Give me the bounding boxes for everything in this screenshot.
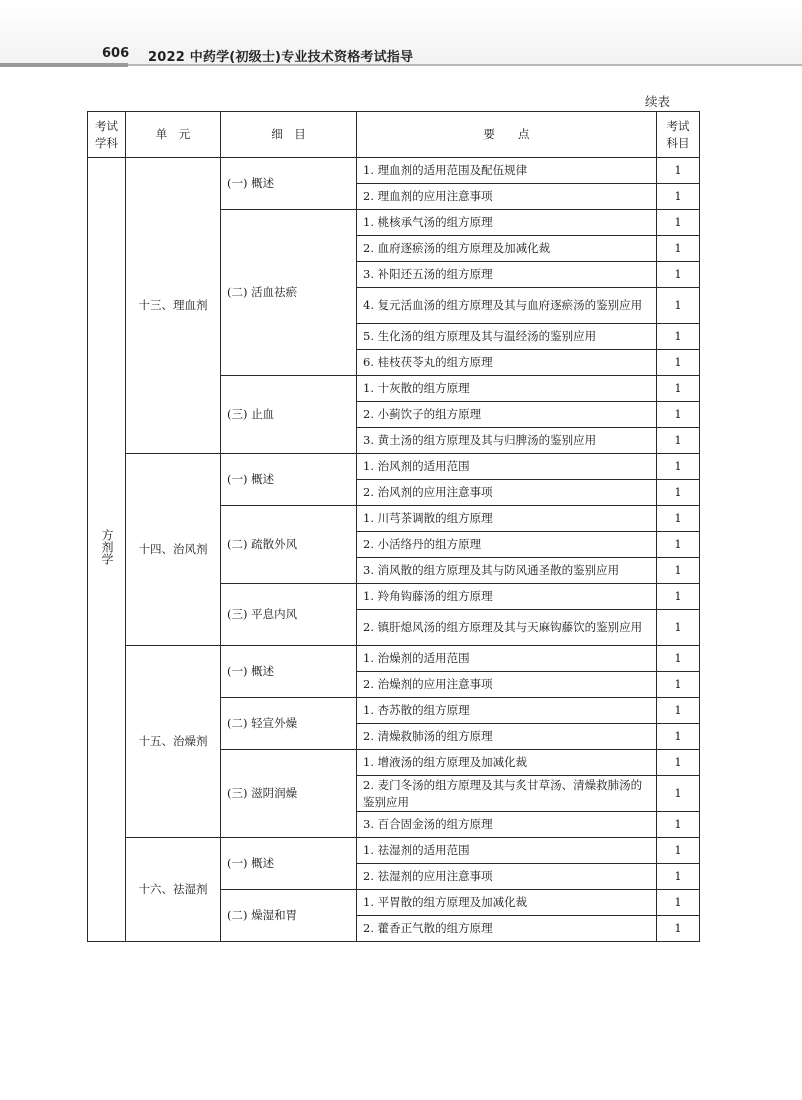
header-row [88,112,700,158]
level-cell: 1 [657,558,700,584]
point-cell: 1. 增液汤的组方原理及加减化裁 [357,750,657,776]
level-cell: 1 [657,724,700,750]
level-cell: 1 [657,262,700,288]
level-cell: 1 [657,454,700,480]
point-cell: 1. 杏苏散的组方原理 [357,698,657,724]
detail-cell: (一) 概述 [221,646,357,698]
level-cell: 1 [657,812,700,838]
point-cell: 5. 生化汤的组方原理及其与温经汤的鉴别应用 [357,324,657,350]
point-cell: 1. 祛湿剂的适用范围 [357,838,657,864]
point-cell: 2. 治燥剂的应用注意事项 [357,672,657,698]
point-cell: 2. 清燥救肺汤的组方原理 [357,724,657,750]
level-cell: 1 [657,610,700,646]
detail-cell: (一) 概述 [221,838,357,890]
detail-cell: (二) 轻宣外燥 [221,698,357,750]
point-cell: 1. 平胃散的组方原理及加减化裁 [357,890,657,916]
level-cell: 1 [657,532,700,558]
level-cell: 1 [657,776,700,812]
point-cell: 3. 黄土汤的组方原理及其与归脾汤的鉴别应用 [357,428,657,454]
level-cell: 1 [657,376,700,402]
unit-cell: 十三、理血剂 [126,158,221,454]
header-point: 要 点 [357,112,657,158]
point-cell: 1. 桃核承气汤的组方原理 [357,210,657,236]
level-cell: 1 [657,184,700,210]
level-cell: 1 [657,288,700,324]
level-cell: 1 [657,864,700,890]
unit-cell: 十六、祛湿剂 [126,838,221,942]
level-cell: 1 [657,158,700,184]
continued-label: 续表 [645,94,671,109]
detail-cell: (三) 滋阴润燥 [221,750,357,838]
level-cell: 1 [657,750,700,776]
header-detail: 细 目 [221,112,357,158]
header-level: 考试科目 [657,112,700,158]
syllabus-table [87,111,700,942]
level-cell: 1 [657,672,700,698]
table-row [88,454,700,480]
point-cell: 2. 治风剂的应用注意事项 [357,480,657,506]
detail-cell: (一) 概述 [221,158,357,210]
book-title: 2022 中药学(初级士)专业技术资格考试指导 [148,50,414,65]
detail-cell: (三) 平息内风 [221,584,357,646]
point-cell: 2. 小活络丹的组方原理 [357,532,657,558]
point-cell: 3. 消风散的组方原理及其与防风通圣散的鉴别应用 [357,558,657,584]
point-cell: 3. 百合固金汤的组方原理 [357,812,657,838]
level-cell: 1 [657,402,700,428]
level-cell: 1 [657,480,700,506]
table-row [88,838,700,864]
unit-cell: 十五、治燥剂 [126,646,221,838]
level-cell: 1 [657,646,700,672]
page-number: 606 [102,46,130,61]
point-cell: 6. 桂枝茯苓丸的组方原理 [357,350,657,376]
level-cell: 1 [657,350,700,376]
point-cell: 1. 川芎茶调散的组方原理 [357,506,657,532]
unit-cell: 十四、治风剂 [126,454,221,646]
point-cell: 1. 治风剂的适用范围 [357,454,657,480]
syllabus-body [88,158,700,942]
level-cell: 1 [657,236,700,262]
detail-cell: (二) 活血祛瘀 [221,210,357,376]
header-rule-left [0,63,128,67]
level-cell: 1 [657,838,700,864]
point-cell: 1. 羚角钩藤汤的组方原理 [357,584,657,610]
subject-name: 方剂学 [100,529,114,565]
point-cell: 2. 血府逐瘀汤的组方原理及加减化裁 [357,236,657,262]
table-row [88,158,700,184]
point-cell: 1. 理血剂的适用范围及配伍规律 [357,158,657,184]
page-header [0,0,802,70]
level-cell: 1 [657,324,700,350]
point-cell: 2. 麦门冬汤的组方原理及其与炙甘草汤、清燥救肺汤的鉴别应用 [357,776,657,812]
point-cell: 2. 小蓟饮子的组方原理 [357,402,657,428]
detail-cell: (二) 疏散外风 [221,506,357,584]
level-cell: 1 [657,428,700,454]
point-cell: 1. 治燥剂的适用范围 [357,646,657,672]
level-cell: 1 [657,506,700,532]
subject-cell [88,158,126,942]
header-subject: 考试学科 [88,112,126,158]
point-cell: 2. 祛湿剂的应用注意事项 [357,864,657,890]
level-cell: 1 [657,210,700,236]
point-cell: 2. 镇肝熄风汤的组方原理及其与天麻钩藤饮的鉴别应用 [357,610,657,646]
point-cell: 2. 藿香正气散的组方原理 [357,916,657,942]
point-cell: 3. 补阳还五汤的组方原理 [357,262,657,288]
detail-cell: (二) 燥湿和胃 [221,890,357,942]
level-cell: 1 [657,584,700,610]
table-row [88,646,700,672]
header-unit: 单 元 [126,112,221,158]
level-cell: 1 [657,890,700,916]
point-cell: 2. 理血剂的应用注意事项 [357,184,657,210]
point-cell: 4. 复元活血汤的组方原理及其与血府逐瘀汤的鉴别应用 [357,288,657,324]
detail-cell: (三) 止血 [221,376,357,454]
level-cell: 1 [657,698,700,724]
point-cell: 1. 十灰散的组方原理 [357,376,657,402]
level-cell: 1 [657,916,700,942]
detail-cell: (一) 概述 [221,454,357,506]
